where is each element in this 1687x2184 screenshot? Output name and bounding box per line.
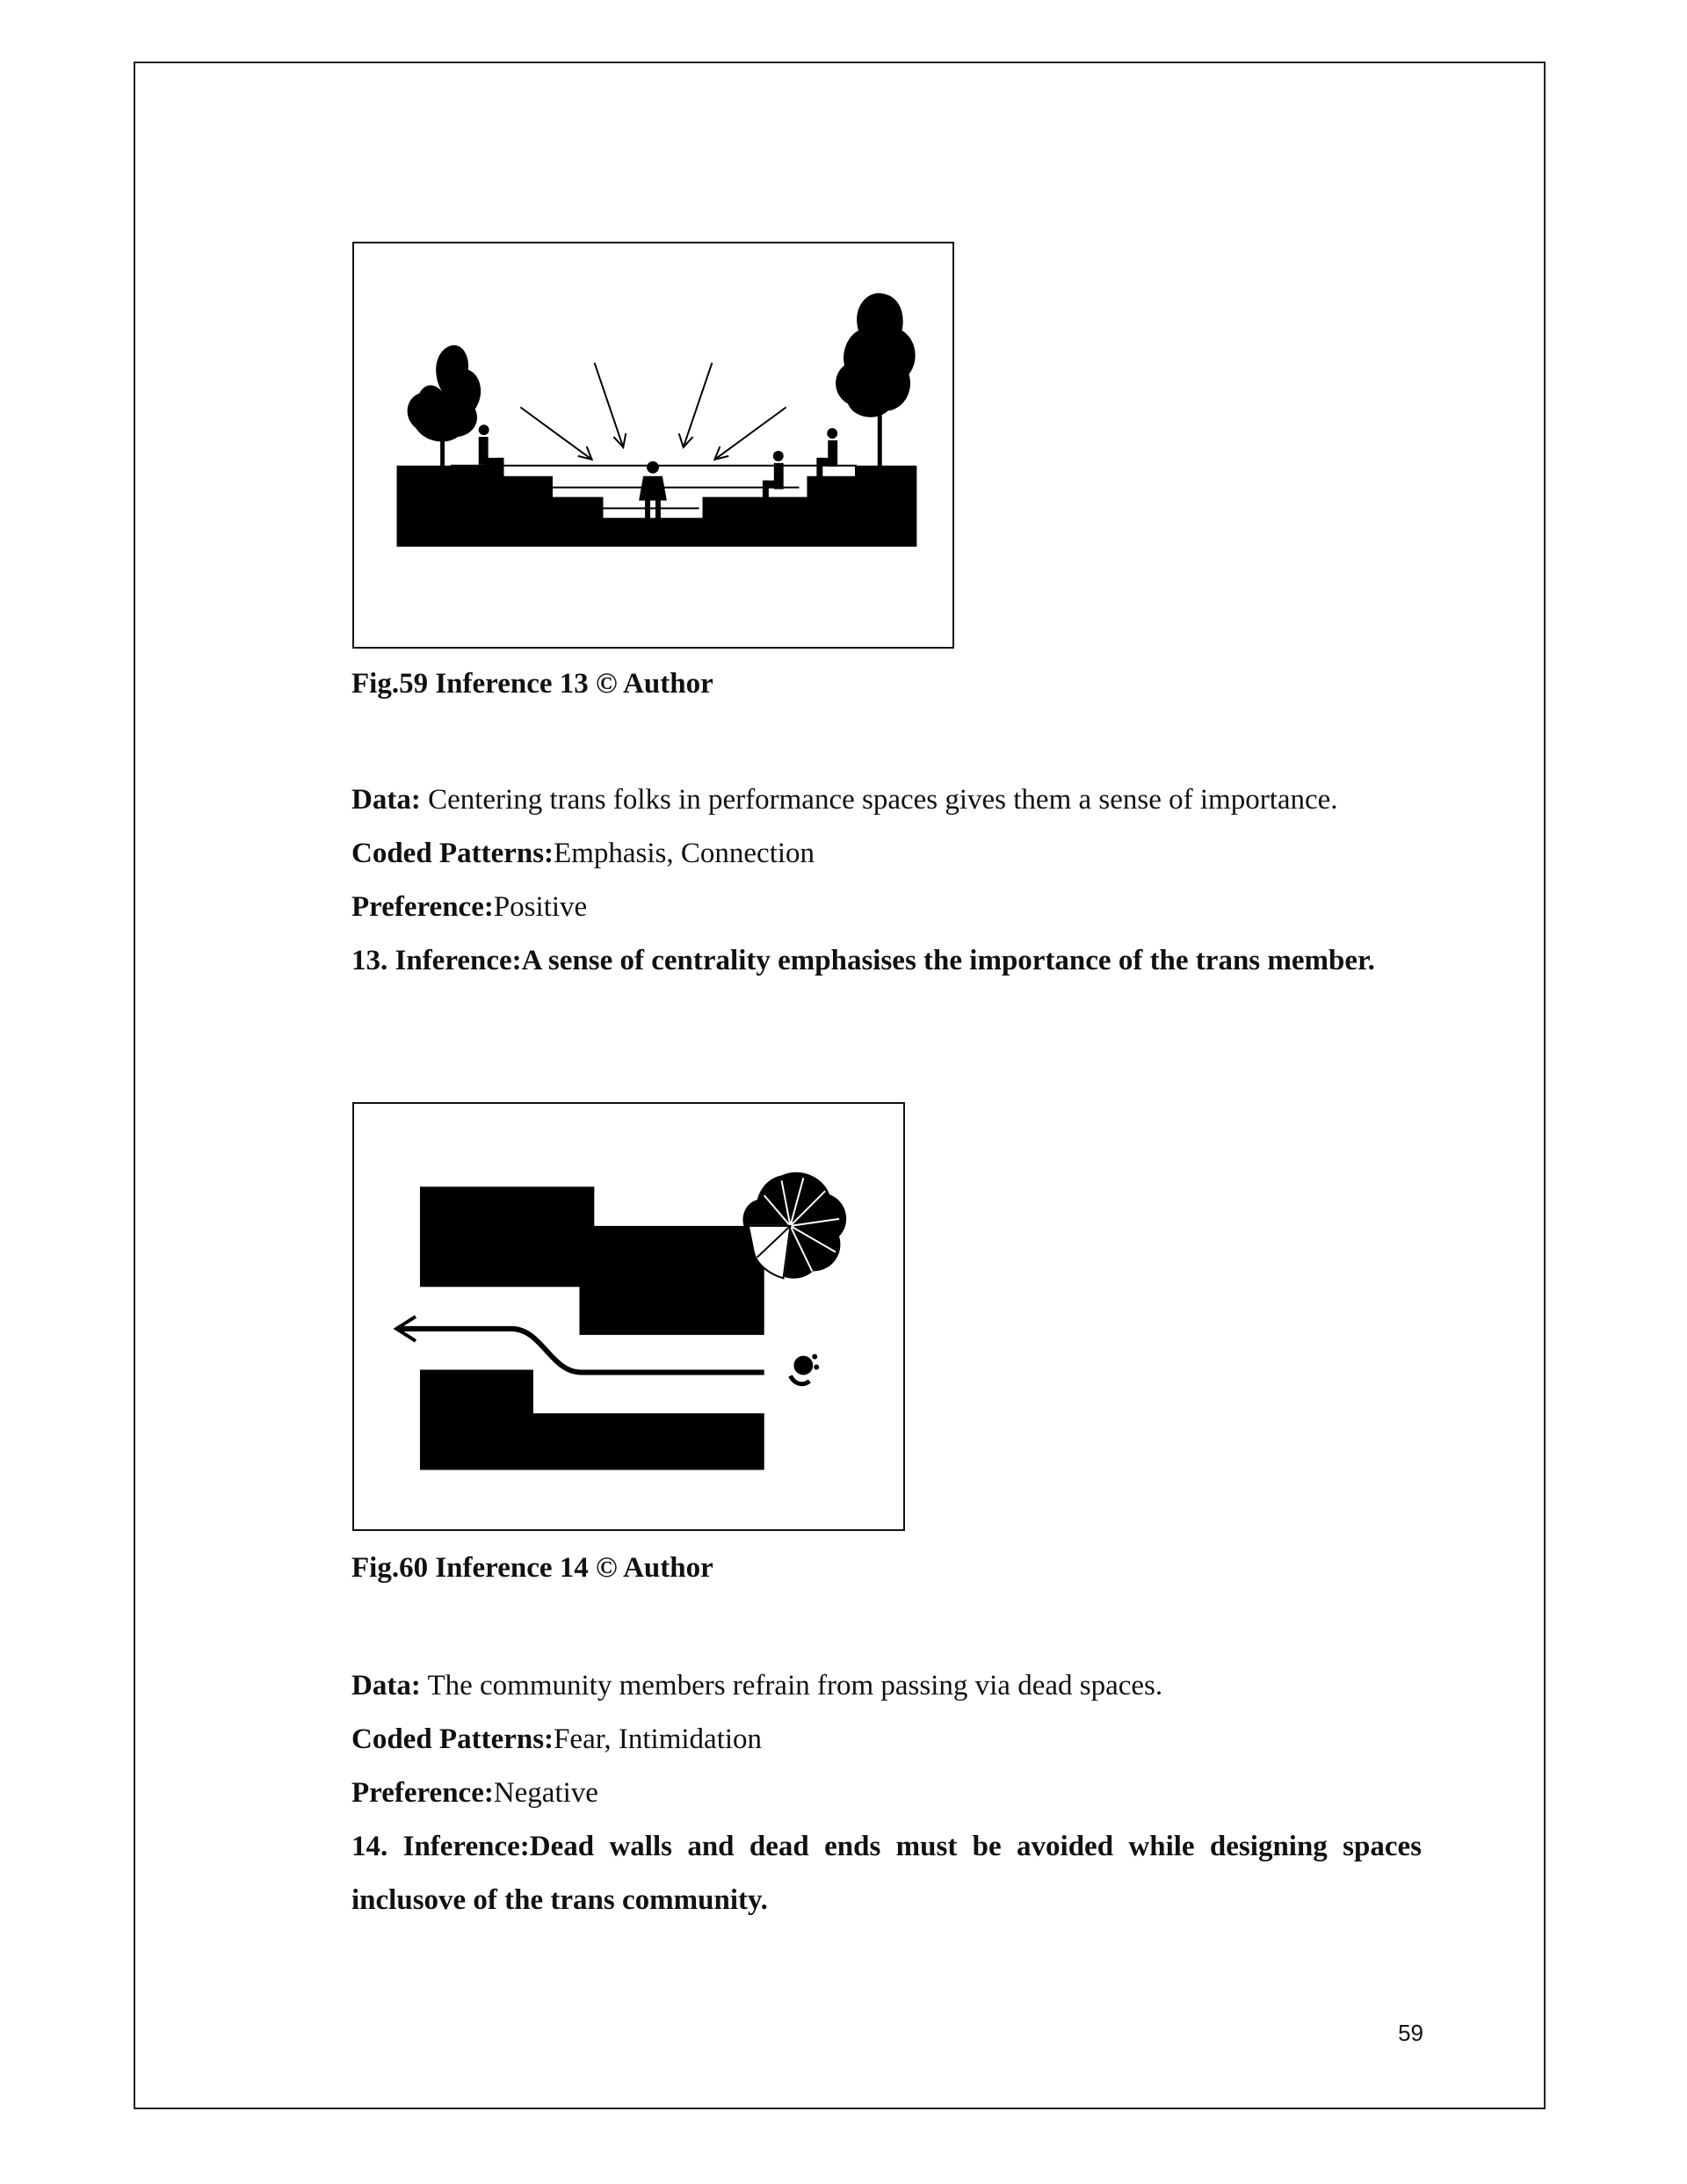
preference-line: Preference:Positive: [351, 891, 588, 923]
figure-59-caption: Fig.59 Inference 13 © Author: [351, 668, 713, 700]
inference-13: 13. Inference:A sense of centrality emphasises the importance of the trans member.: [351, 945, 1375, 976]
figure-60-caption: Fig.60 Inference 14 © Author: [351, 1552, 713, 1584]
preference-line: Preference:Negative: [351, 1777, 598, 1809]
page-number: 59: [1398, 2020, 1423, 2046]
coded-patterns-line: Coded Patterns:Emphasis, Connection: [351, 838, 815, 869]
entry-14: [351, 1659, 1422, 1927]
figure-60-illustration: [354, 1104, 903, 1529]
building-block-upper: [420, 1186, 764, 1335]
data-line: Data: Centering trans folks in performance spaces gives them a sense of importance.: [351, 784, 1338, 816]
person-icon: [790, 1354, 819, 1384]
figure-60-frame: [352, 1102, 905, 1531]
inference-14: 14. Inference:Dead walls and dead ends must be avoided while designing spaces inclusove of the trans community.: [351, 1831, 1422, 1916]
figure-59-frame: [352, 242, 954, 649]
entry-13: [351, 773, 1422, 988]
tree-icon-right: [836, 293, 916, 467]
building-block-lower: [420, 1370, 764, 1470]
coded-patterns-line: Coded Patterns:Fear, Intimidation: [351, 1723, 763, 1755]
data-line: Data: The community members refrain from passing via dead spaces.: [351, 1670, 1163, 1701]
tree-icon-plan: [743, 1172, 847, 1279]
figure-59-illustration: [354, 243, 952, 647]
tree-icon-left: [408, 345, 481, 468]
focus-arrows: [520, 363, 786, 460]
